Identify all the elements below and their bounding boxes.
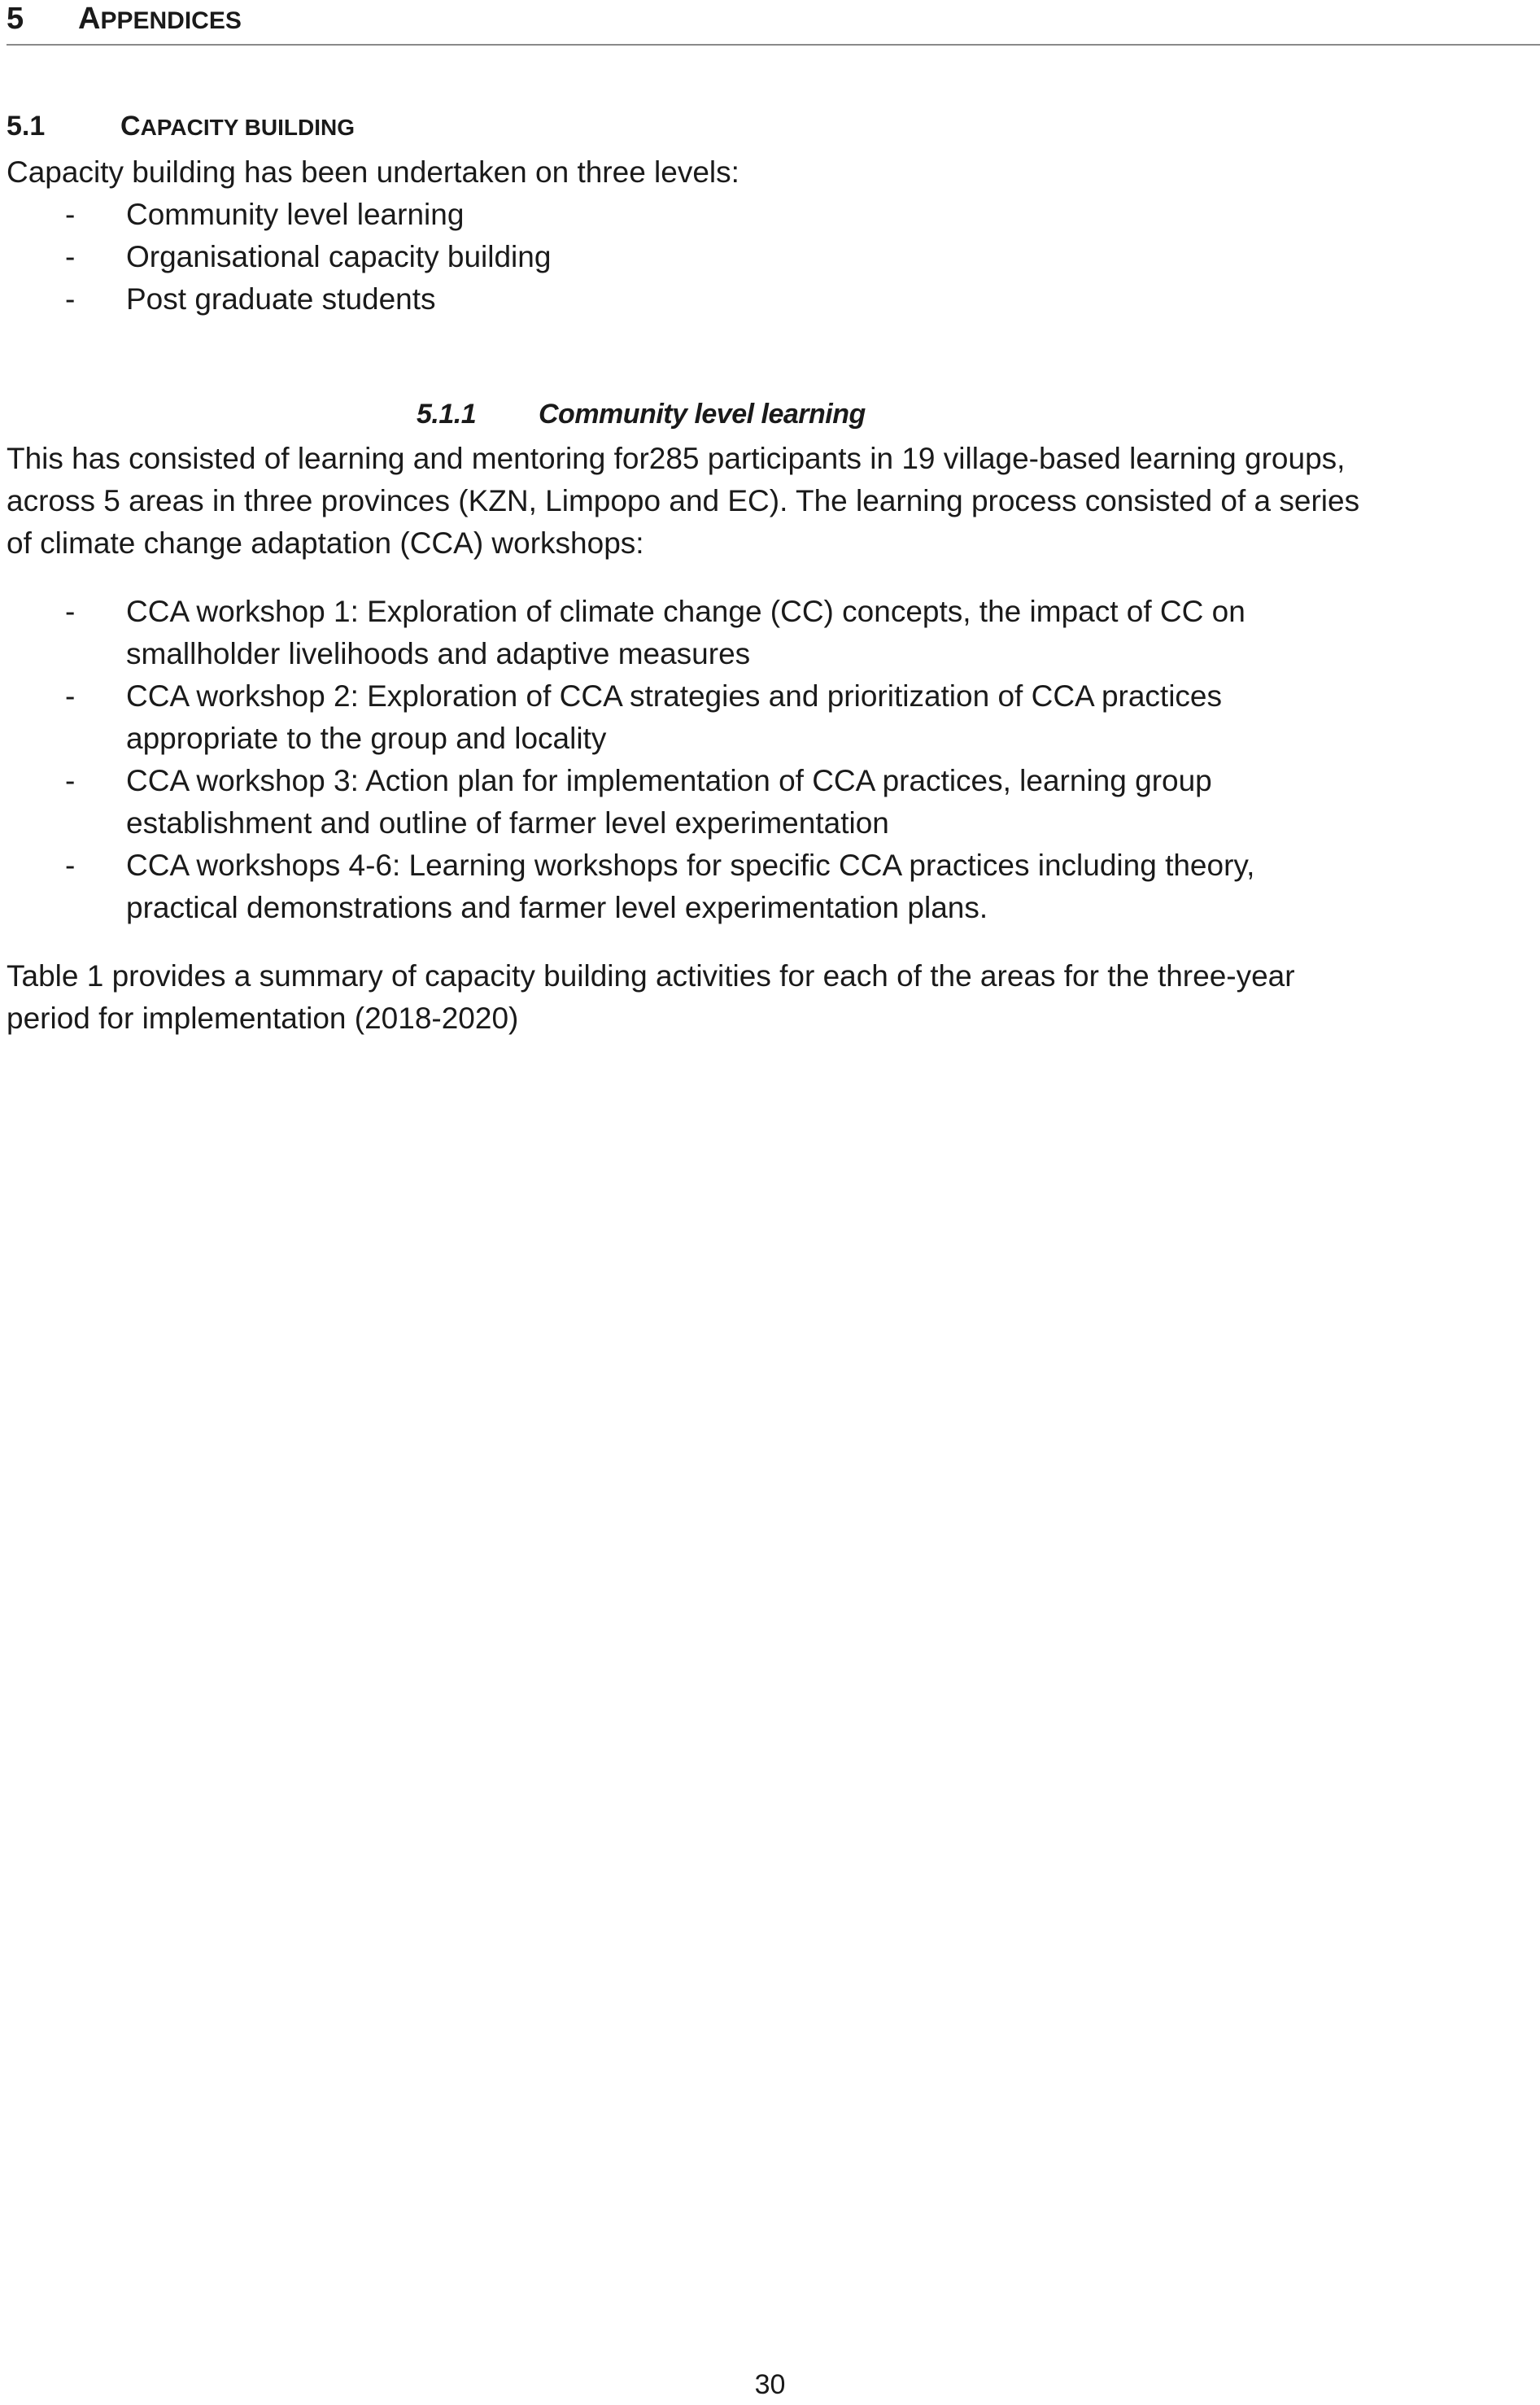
- section-heading: [7, 2, 242, 37]
- list-item-text: Post graduate students: [126, 282, 436, 316]
- section-title-rest: PPENDICES: [100, 7, 242, 34]
- subsection-heading: [7, 111, 355, 142]
- paragraph-line: across 5 areas in three provinces (KZN, Limpopo and EC). The learning process consisted of a series: [7, 484, 1360, 517]
- subsection-title-rest: APACITY BUILDING: [140, 115, 355, 140]
- list-item-text: CCA workshop 2: Exploration of CCA strategies and prioritization of CCA practices appropriate to the group and locality: [126, 679, 1223, 755]
- list-bullet: -: [65, 595, 76, 628]
- list-bullet: -: [65, 764, 76, 797]
- section-heading-rule: [7, 0, 1540, 46]
- list-item-text: Organisational capacity building: [126, 240, 552, 273]
- intro-paragraph: Capacity building has been undertaken on three levels:: [7, 155, 739, 189]
- list-item-text: CCA workshop 1: Exploration of climate change (CC) concepts, the impact of CC on smallholder livelihoods and adaptive measures: [126, 595, 1246, 670]
- list-item-text: CCA workshops 4-6: Learning workshops for specific CCA practices including theory, practical demonstrations and farmer level experimentation plans.: [126, 849, 1255, 924]
- list-item-text: CCA workshop 3: Action plan for implementation of CCA practices, learning group establishment and outline of farmer level experimentation: [126, 764, 1212, 840]
- subsection-number: 5.1: [7, 111, 46, 142]
- paragraph-line: period for implementation (2018-2020): [7, 1002, 519, 1035]
- section-title-initial: A: [78, 2, 101, 36]
- paragraph-line: This has consisted of learning and mentoring for285 participants in 19 village-based learning groups,: [7, 442, 1346, 475]
- subsubsection-number: 5.1.1: [417, 399, 477, 430]
- list-bullet: -: [65, 282, 76, 316]
- page-number: 30: [754, 2369, 786, 2400]
- paragraph-line: Table 1 provides a summary of capacity building activities for each of the areas for the three-year: [7, 959, 1295, 993]
- paragraph-line: of climate change adaptation (CCA) workshops:: [7, 526, 644, 560]
- subsubsection-heading: [417, 399, 866, 430]
- subsection-title-initial: C: [120, 111, 141, 142]
- list-bullet: -: [65, 679, 76, 713]
- subsubsection-title: Community level learning: [539, 399, 866, 430]
- list-bullet: -: [65, 240, 76, 273]
- list-bullet: -: [65, 198, 76, 231]
- list-item-text: Community level learning: [126, 198, 465, 231]
- list-bullet: -: [65, 849, 76, 882]
- section-number: 5: [7, 2, 24, 36]
